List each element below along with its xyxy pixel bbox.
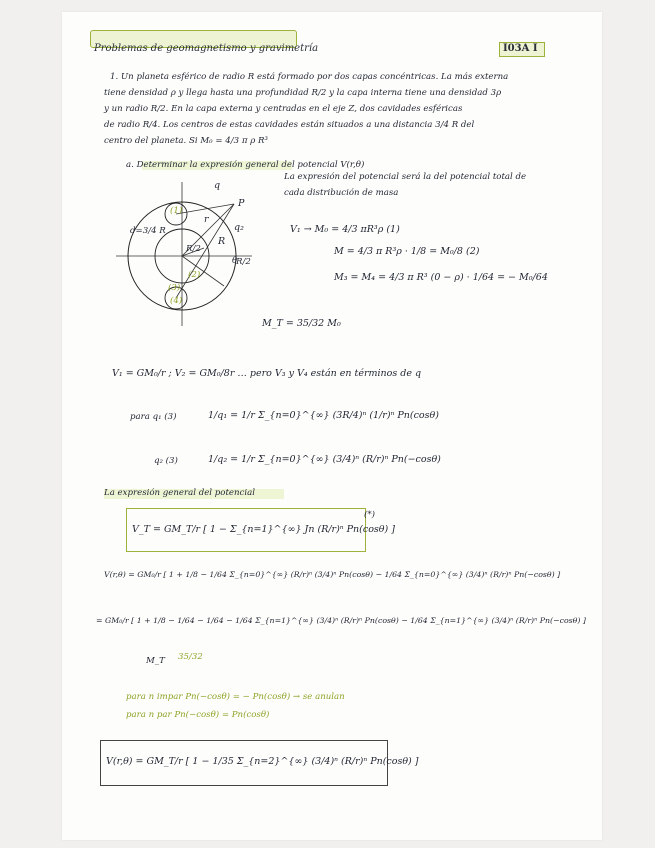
diagram-label-distance: d=3/4 R <box>130 226 166 236</box>
even-n-note: para n par Pn(−cosθ) = Pn(cosθ) <box>126 710 270 720</box>
potential-expansion-1: V(r,θ) = GM₀/r [ 1 + 1/8 − 1/64 Σ_{n=0}^{∞} (R/r)ⁿ (3/4)ⁿ Pn(cosθ) − 1/64 Σ_{n=0}^{∞} (3/4)ⁿ (R/r)ⁿ Pn(−cosθ) ] <box>104 570 561 579</box>
odd-n-note: para n impar Pn(−cosθ) = − Pn(cosθ) → se anulan <box>126 692 345 702</box>
diagram-label-half-r: R/2 <box>186 244 201 254</box>
general-expression: V_T = GM_T/r [ 1 − Σ_{n=1}^{∞} Jn (R/r)ⁿ Pn(cosθ) ] <box>132 524 395 535</box>
total-mass-equation: M_T = 35/32 M₀ <box>262 318 341 329</box>
mt-fraction: 35/32 <box>178 652 203 662</box>
q1-label: para q₁ (3) <box>130 412 177 422</box>
q1-expansion: 1/q₁ = 1/r Σ_{n=0}^{∞} (3R/4)ⁿ (1/r)ⁿ Pn(cosθ) <box>208 410 439 421</box>
potential-expansion-2: = GM₀/r [ 1 + 1/8 − 1/64 − 1/64 − 1/64 Σ_{n=1}^{∞} (3/4)ⁿ (R/r)ⁿ Pn(cosθ) − 1/64 Σ_{n=1}^{∞} (3/4)ⁿ (R/r)ⁿ Pn(−cosθ) ] <box>96 616 586 625</box>
diagram-label-region-1: (1) <box>170 206 183 216</box>
explanation-line-2: cada distribución de masa <box>284 188 399 198</box>
q2-expansion: 1/q₂ = 1/r Σ_{n=0}^{∞} (3/4)ⁿ (R/r)ⁿ Pn(−cosθ) <box>208 454 441 465</box>
diagram-label-q: q <box>214 180 221 191</box>
explanation-line-1: La expresión del potencial será la del potencial total de <box>284 172 527 182</box>
diagram-label-r: r <box>204 214 209 225</box>
statement-line-1: 1. Un planeta esférico de radio R está formado por dos capas concéntricas. La más externa <box>110 72 509 82</box>
mass-equation-2: M = 4/3 π R³ρ · 1/8 = M₀/8 (2) <box>334 246 480 257</box>
diagram-label-region-4: (4) <box>170 296 183 306</box>
sheet-tag: I03A I <box>503 43 538 54</box>
diagram-label-region-3: (3) <box>168 283 181 293</box>
statement-line-5: centro del planeta. Si M₀ = 4/3 π ρ R³ <box>104 136 268 146</box>
diagram-label-big-r: R <box>218 236 226 247</box>
statement-line-4: de radio R/4. Los centros de estas cavidades están situados a una distancia 3/4 R del <box>104 120 475 130</box>
part-a-heading: a. Determinar la expresión general del potencial V(r,θ) <box>126 160 365 170</box>
statement-line-2: tiene densidad ρ y llega hasta una profundidad R/2 y la capa interna tiene una densidad 3ρ <box>104 88 502 98</box>
general-expression-label: La expresión general del potencial <box>104 488 255 498</box>
general-expression-ref: (*) <box>364 510 376 520</box>
potential-v1-v2: V₁ = GM₀/r ; V₂ = GM₀/8r … pero V₃ y V₄ están en términos de q <box>112 368 422 379</box>
mass-equation-3: M₃ = M₄ = 4/3 π R³ (0 − ρ) · 1/64 = − M₀/64 <box>334 272 548 283</box>
final-potential: V(r,θ) = GM_T/r [ 1 − 1/35 Σ_{n=2}^{∞} (3/4)ⁿ (R/r)ⁿ Pn(cosθ) ] <box>106 756 419 767</box>
planet-diagram <box>64 178 264 328</box>
q2-label: q₂ (3) <box>154 456 178 466</box>
diagram-label-theta: θ <box>232 256 238 266</box>
statement-line-3: y un radio R/2. En la capa externa y centradas en el eje Z, dos cavidades esféricas <box>104 104 463 114</box>
page-title: Problemas de geomagnetismo y gravimetría <box>94 43 319 54</box>
diagram-label-half-r-2: R/2 <box>236 257 251 267</box>
mass-equation-1: V₁ → M₀ = 4/3 πR³ρ (1) <box>290 224 400 235</box>
diagram-label-p: P <box>238 198 245 209</box>
diagram-label-q2: q₂ <box>234 222 244 233</box>
mt-label: M_T <box>146 656 165 666</box>
diagram-label-region-2: (2) <box>188 270 201 280</box>
